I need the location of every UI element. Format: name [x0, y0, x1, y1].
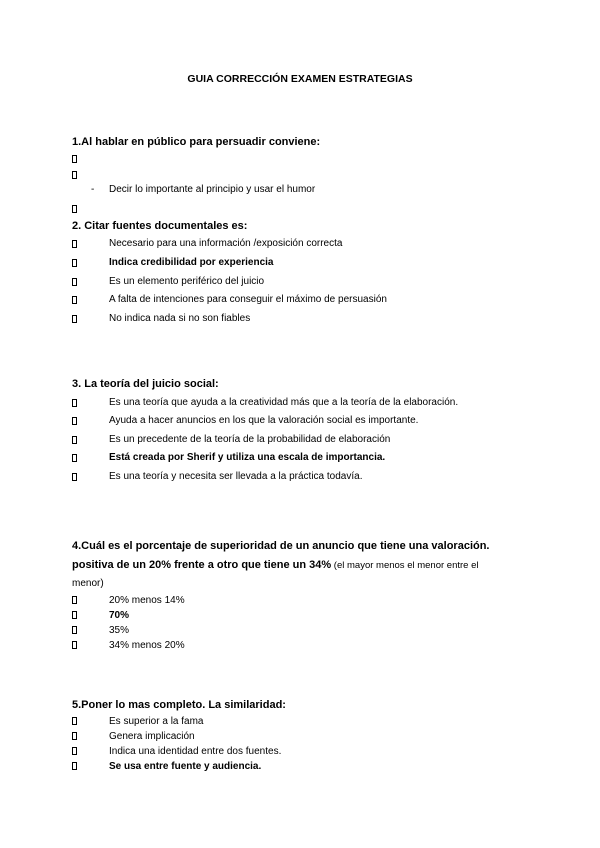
q3-option-correct: Está creada por Sherif y utiliza una escala de importancia.	[109, 452, 386, 463]
q3-option: Ayuda a hacer anuncios en los que la valoración social es importante.	[109, 415, 419, 426]
q4-option: 20% menos 14%	[109, 595, 185, 606]
q2-option-correct: Indica credibilidad por experiencia	[109, 257, 274, 268]
page-title: GUIA CORRECCIÓN EXAMEN ESTRATEGIAS	[187, 73, 413, 85]
q3-option: Es un precedente de la teoría de la probabilidad de elaboración	[109, 434, 391, 445]
question-3: 3. La teoría del juicio social:	[72, 378, 219, 390]
bullet-icon	[72, 454, 77, 462]
bullet-icon	[72, 240, 77, 248]
bullet-icon	[72, 626, 77, 634]
q4-option: 35%	[109, 625, 130, 636]
bullet-icon	[72, 596, 77, 604]
bullet-icon	[72, 732, 77, 740]
bullet-icon	[72, 315, 77, 323]
bullet-icon	[72, 762, 77, 770]
q3-option: Es una teoría que ayuda a la creatividad más que a la teoría de la elaboración.	[109, 397, 459, 408]
question-4-line-1: 4.Cuál es el porcentaje de superioridad de un anuncio que tiene una valoración.	[72, 540, 490, 552]
q5-option: Indica una identidad entre dos fuentes.	[109, 746, 282, 757]
question-4-note-end: menor)	[72, 578, 104, 589]
bullet-icon	[72, 399, 77, 407]
bullet-icon	[72, 417, 77, 425]
bullet-icon	[72, 171, 77, 179]
bullet-icon	[72, 747, 77, 755]
q4-option-correct: 70%	[109, 610, 130, 621]
q4-option: 34% menos 20%	[109, 640, 185, 651]
bullet-icon	[72, 641, 77, 649]
question-2: 2. Citar fuentes documentales es:	[72, 220, 248, 232]
q5-option-correct: Se usa entre fuente y audiencia.	[109, 761, 262, 772]
bullet-icon	[72, 611, 77, 619]
q5-option: Genera implicación	[109, 731, 195, 742]
bullet-icon	[72, 717, 77, 725]
q2-option: No indica nada si no son fiables	[109, 313, 251, 324]
bullet-icon	[72, 155, 77, 163]
q3-option: Es una teoría y necesita ser llevada a la práctica todavía.	[109, 471, 363, 482]
q2-option: A falta de intenciones para conseguir el máximo de persuasión	[109, 294, 387, 305]
q1-option: Decir lo importante al principio y usar el humor	[109, 184, 316, 195]
question-4-line-2-text: positiva de un 20% frente a otro que tiene un 34%	[72, 559, 332, 571]
bullet-icon	[72, 436, 77, 444]
bullet-icon	[72, 278, 77, 286]
q5-option: Es superior a la fama	[109, 716, 204, 727]
q2-option: Necesario para una información /exposición correcta	[109, 238, 343, 249]
bullet-icon	[72, 259, 77, 267]
question-4-note: (el mayor menos el menor entre el	[331, 560, 479, 571]
question-4-line-2	[72, 559, 478, 571]
bullet-icon	[72, 473, 77, 481]
question-1: 1.Al hablar en público para persuadir conviene:	[72, 136, 321, 148]
bullet-icon	[72, 205, 77, 213]
dash-bullet: -	[91, 184, 95, 195]
bullet-icon	[72, 296, 77, 304]
question-5: 5.Poner lo mas completo. La similaridad:	[72, 699, 286, 711]
q2-option: Es un elemento periférico del juicio	[109, 276, 265, 287]
